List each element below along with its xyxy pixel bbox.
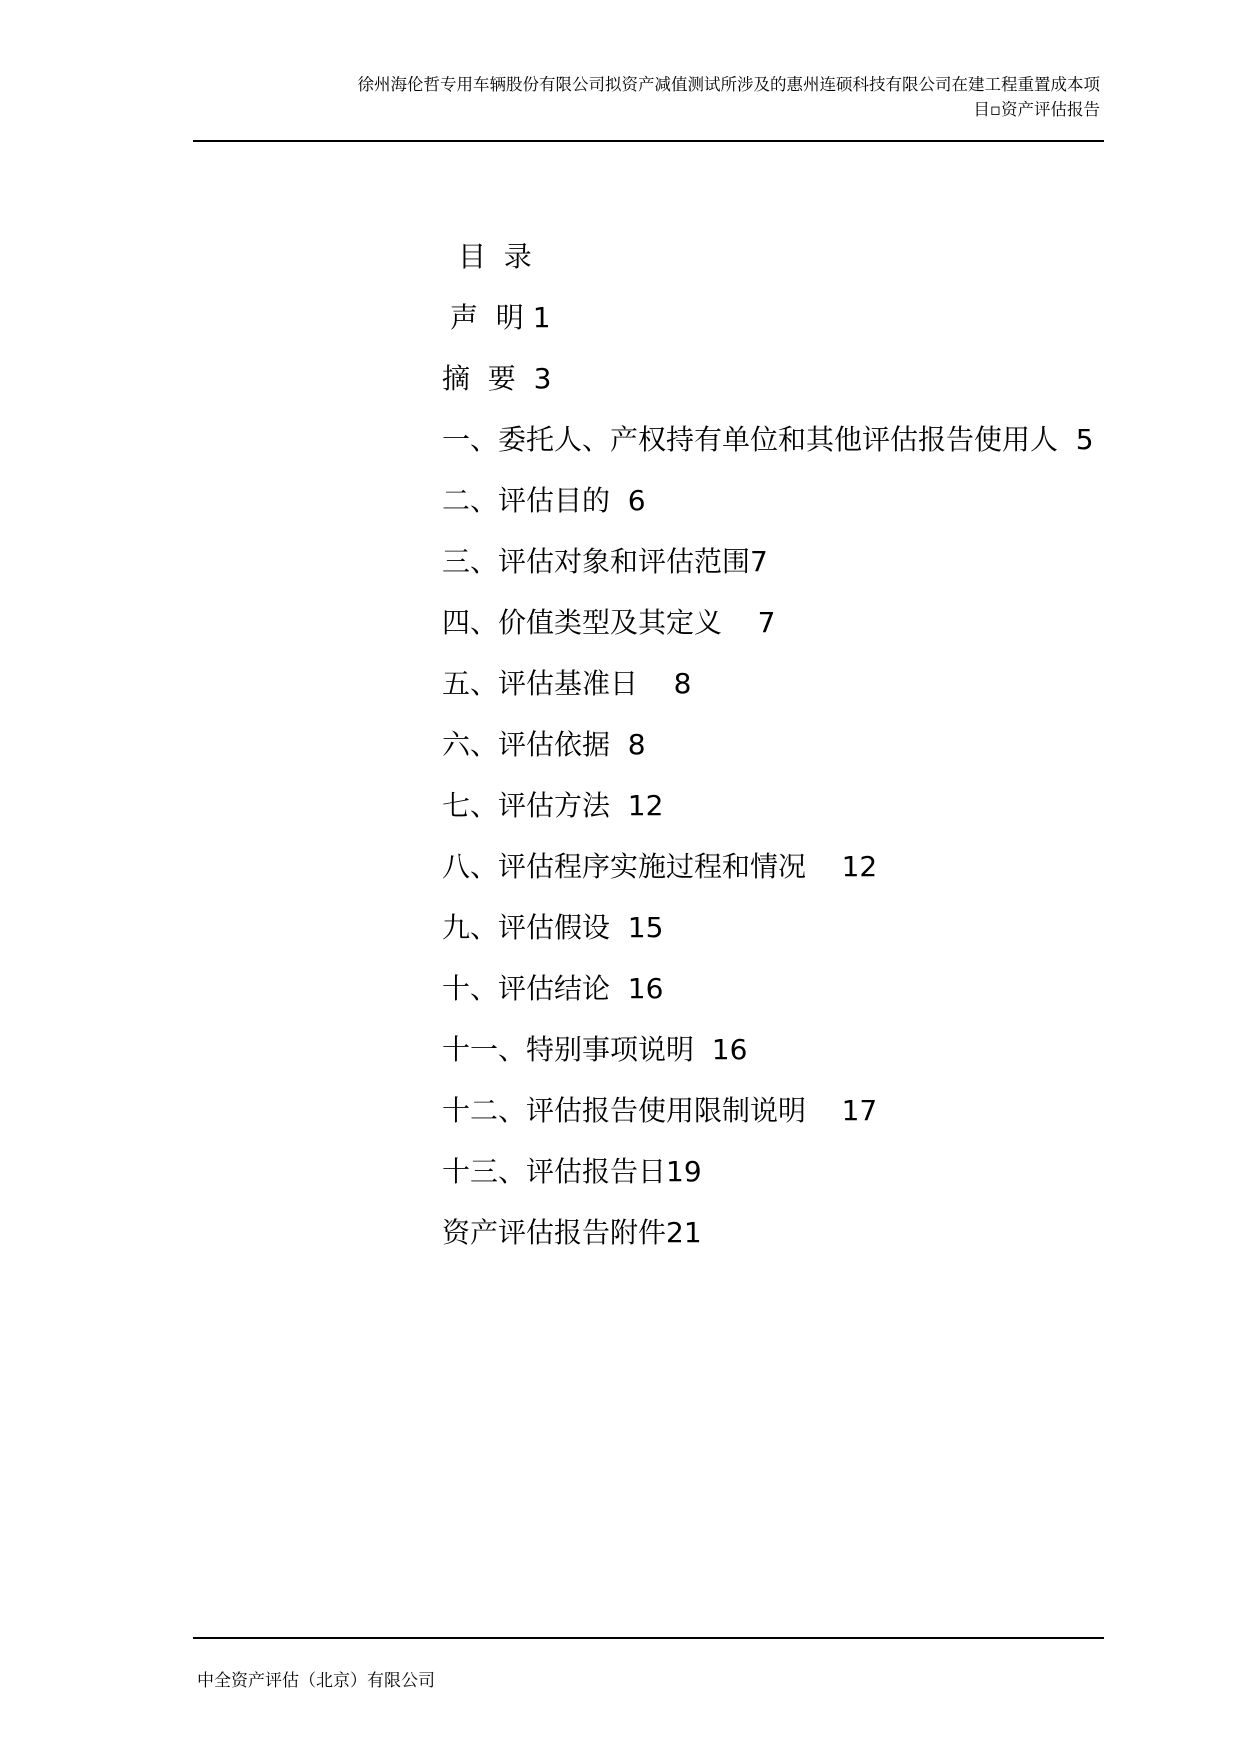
toc-entry[interactable]: 八、评估程序实施过程和情况 12: [442, 850, 878, 883]
toc-entry[interactable]: 声 明 1: [450, 301, 551, 334]
toc-entry[interactable]: 二、评估目的 6: [442, 484, 646, 517]
toc-entry[interactable]: 十一、特别事项说明 16: [442, 1033, 748, 1066]
toc-entry[interactable]: 十三、评估报告日19: [442, 1155, 702, 1188]
header-divider: [193, 140, 1104, 142]
running-header: [193, 72, 1100, 122]
footer-company: 中全资产评估（北京）有限公司: [197, 1671, 435, 1691]
toc-entry[interactable]: 三、评估对象和评估范围7: [442, 545, 768, 578]
toc-entry[interactable]: 资产评估报告附件21: [442, 1216, 702, 1249]
toc-entry[interactable]: 一、委托人、产权持有单位和其他评估报告使用人 5: [442, 423, 1094, 456]
toc-entry[interactable]: 摘 要 3: [442, 362, 552, 395]
toc-entry[interactable]: 五、评估基准日 8: [442, 667, 692, 700]
table-of-contents: [442, 238, 1107, 1275]
header-line-1: 徐州海伦哲专用车辆股份有限公司拟资产减值测试所涉及的惠州连硕科技有限公司在建工程重置成本项: [357, 75, 1100, 94]
toc-entry[interactable]: 七、评估方法 12: [442, 789, 664, 822]
toc-title: 目 录: [458, 240, 532, 273]
header-line-2: 目▫资产评估报告: [973, 100, 1100, 119]
toc-entry[interactable]: 六、评估依据 8: [442, 728, 646, 761]
toc-entry[interactable]: 四、价值类型及其定义 7: [442, 606, 776, 639]
toc-entry[interactable]: 十、评估结论 16: [442, 972, 664, 1005]
toc-entry[interactable]: 九、评估假设 15: [442, 911, 664, 944]
footer-divider: [193, 1637, 1104, 1639]
toc-entry[interactable]: 十二、评估报告使用限制说明 17: [442, 1094, 878, 1127]
